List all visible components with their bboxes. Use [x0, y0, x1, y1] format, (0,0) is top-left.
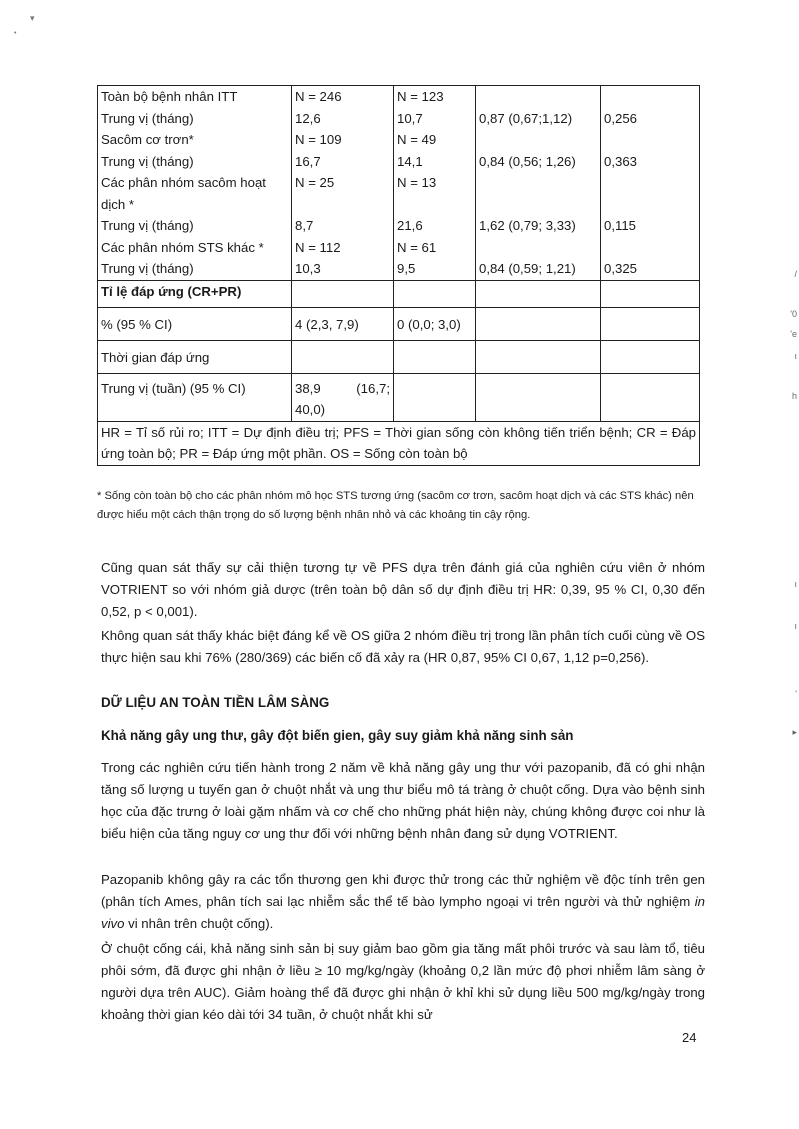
- placebo-value: 14,1: [397, 153, 423, 169]
- table-row: [98, 280, 700, 307]
- paragraph-fertility: Ở chuột cống cái, khả năng sinh sản bị suy giảm bao gồm gia tăng mất phôi trước và sau làm tổ, tiêu phôi sớm, đã được ghi nhận ở liều ≥ 10 mg/kg/ngày (khoảng 0,2 lần mức độ phơi nhiễm lâm sàng ở người dựa trên AUC). Giảm hoàng thể đã được ghi nhận ở khỉ khi sử dụng liều 500 mg/kg/ngày trong khoảng thời gian kéo dài tới 34 tuần, ở chuột nhắt khi sử: [101, 941, 705, 1022]
- votrient-value: 8,7: [295, 218, 314, 233]
- edge-mark: 'e: [790, 329, 797, 339]
- table-row: [98, 307, 700, 340]
- edge-mark: ı: [794, 351, 797, 361]
- votrient-value: 12,6: [295, 110, 321, 126]
- paragraph-carcinogenicity: Trong các nghiên cứu tiến hành trong 2 năm về khả năng gây ung thư với pazopanib, đã có ghi nhận tăng số lượng u tuyến gan ở chuột nhắt và ung thư biểu mô tá tràng ở chuột cống. Dựa vào bệnh sinh học của đặc trưng ở loài gặm nhấm và cơ chế cho những phát hiện này, chúng không được coi như là biểu hiện của tăng nguy cơ ung thư đối với những bệnh nhân đang sử dụng VOTRIENT.: [101, 760, 705, 841]
- votrient-value: N = 109: [295, 132, 342, 147]
- placebo-value: N = 123: [397, 89, 444, 104]
- response-rate-header: Tỉ lệ đáp ứng (CR+PR): [98, 280, 292, 307]
- placebo-value: 10,7: [397, 110, 423, 126]
- hazard-ratio: 0,84 (0,56; 1,26): [479, 153, 576, 169]
- edge-mark: '0: [790, 309, 797, 319]
- votrient-value: 10,3: [295, 261, 321, 276]
- hazard-ratio: 1,62 (0,79; 3,33): [479, 218, 576, 233]
- p-value: 0,325: [604, 261, 638, 276]
- row-label: Trung vị (tháng): [101, 261, 194, 276]
- paragraph-genotoxicity: Pazopanib không gây ra các tổn thương gen khi được thử trong các thử nghiệm về độc tính trên gen (phân tích Ames, phân tích sai lạc nhiễm sắc thể tế bào lympho ngoại vi trên người và thử nghiệm in vivo vi nhân trên chuột cống).: [101, 872, 705, 931]
- hazard-ratio: 0,84 (0,59; 1,21): [479, 261, 576, 276]
- table-row: [98, 86, 700, 281]
- page-number: 24: [682, 1030, 697, 1045]
- row-label: Toàn bộ bệnh nhân ITT: [101, 89, 238, 104]
- votrient-value: 38,9 (16,7; 40,0): [292, 373, 394, 421]
- votrient-value: 4 (2,3, 7,9): [292, 307, 394, 340]
- row-label: Các phân nhóm sacôm hoạt dịch *: [101, 175, 266, 212]
- edge-mark: ı: [794, 621, 797, 631]
- section-heading: DỮ LIỆU AN TOÀN TIỀN LÂM SÀNG: [101, 695, 330, 710]
- p-value: 0,256: [604, 110, 638, 126]
- paragraph-pfs: Cũng quan sát thấy sự cải thiện tương tự về PFS dựa trên đánh giá của nghiên cứu viên ở nhóm VOTRIENT so với nhóm giả dược (trên toàn bộ dân số dự định điều trị HR: 0,39, 95 % CI, 0,30 đến 0,52, p < 0,001).: [101, 560, 705, 619]
- hazard-ratio: 0,87 (0,67;1,12): [479, 110, 573, 126]
- edge-mark: ı: [794, 579, 797, 589]
- placebo-value: 21,6: [397, 218, 423, 233]
- row-label: Trung vị (tháng): [101, 218, 194, 233]
- placebo-value: 9,5: [397, 261, 416, 276]
- row-label: Các phân nhóm STS khác *: [101, 239, 264, 255]
- duration-header: Thời gian đáp ứng: [98, 340, 292, 373]
- edge-mark: /: [794, 269, 797, 279]
- row-label: Trung vị (tháng): [101, 110, 194, 126]
- votrient-value: N = 25: [295, 175, 335, 190]
- edge-mark: ▸: [792, 727, 797, 737]
- table-row: [98, 373, 700, 421]
- row-label: Trung vị (tháng): [101, 153, 194, 169]
- votrient-value: N = 112: [295, 239, 341, 255]
- table-row: [98, 421, 700, 465]
- subsection-heading: Khả năng gây ung thư, gây đột biến gien, gây suy giảm khả năng sinh sản: [101, 728, 574, 743]
- edge-mark: h: [791, 391, 797, 401]
- p-value: 0,363: [604, 153, 638, 169]
- row-label: Sacôm cơ trơn*: [101, 132, 194, 147]
- table-note: * Sống còn toàn bộ cho các phân nhóm mô học STS tương ứng (sacôm cơ trơn, sacôm hoạt dịch và các STS khác) nên được hiểu một cách thận trọng do số lượng bệnh nhân nhỏ và các khoảng tin cậy rộng.: [97, 490, 694, 521]
- table-row: [98, 340, 700, 373]
- placebo-value: N = 13: [397, 175, 437, 190]
- placebo-value: 0 (0,0; 3,0): [394, 307, 476, 340]
- abbreviations-footnote: HR = Tỉ số rủi ro; ITT = Dự định điều trị; PFS = Thời gian sống còn không tiến triển bệnh; CR = Đáp ứng toàn bộ; PR = Đáp ứng một phần. OS = Sống còn toàn bộ: [98, 421, 700, 465]
- edge-mark: ': [795, 689, 797, 699]
- placebo-value: N = 49: [397, 132, 437, 147]
- votrient-value: 16,7: [295, 153, 321, 169]
- row-label: Trung vị (tuần) (95 % CI): [98, 373, 292, 421]
- p-value: 0,115: [604, 218, 637, 233]
- scan-speck: ▾: [30, 13, 35, 23]
- votrient-value: N = 246: [295, 89, 342, 104]
- paragraph-os: Không quan sát thấy khác biệt đáng kể về OS giữa 2 nhóm điều trị trong lần phân tích cuối cùng về OS thực hiện sau khi 76% (280/369) các biến cố đã xảy ra (HR 0,87, 95% CI 0,67, 1,12 p=0,256).: [101, 628, 705, 665]
- scan-speck: •: [14, 30, 17, 37]
- italic-term: in vivo: [101, 894, 705, 931]
- placebo-value: N = 61: [397, 239, 437, 255]
- row-label: % (95 % CI): [98, 307, 292, 340]
- efficacy-table: [97, 85, 700, 466]
